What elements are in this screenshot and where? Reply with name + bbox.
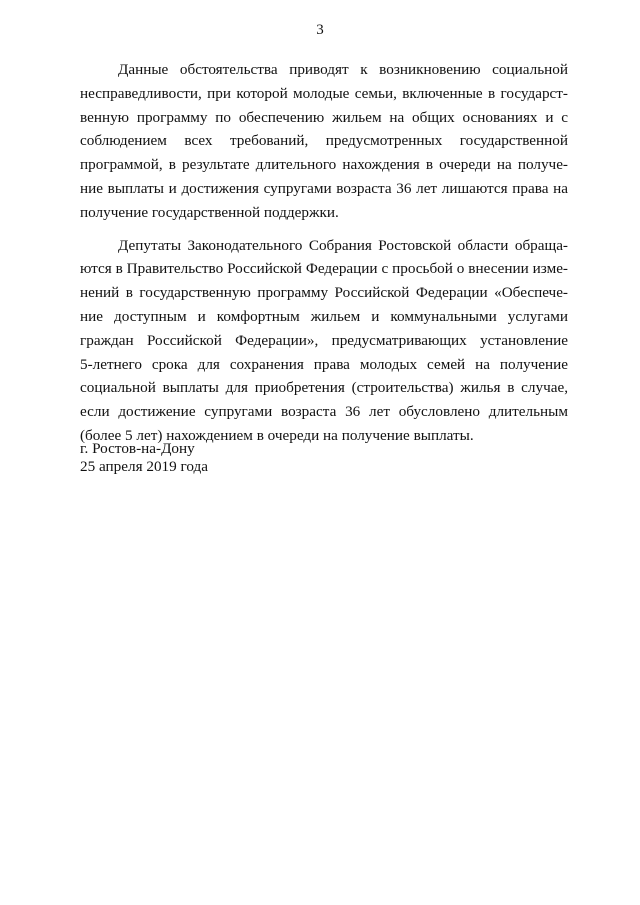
document-body [80, 58, 568, 448]
paragraph-1 [80, 58, 568, 225]
paragraph-line: если достижение супругами возраста 36 лет обусловлено длительным [80, 403, 568, 421]
paragraph-line: соблюдением всех требований, предусмотренных государственной [80, 132, 568, 150]
paragraph-line: несправедливости, при которой молодые семьи, включенные в государст- [80, 84, 568, 102]
paragraph-line: нений в государственную программу Российской Федерации «Обеспече- [80, 284, 568, 302]
paragraph-line: получение государственной поддержки. [80, 203, 339, 221]
signature-date: 25 апреля 2019 года [80, 458, 208, 475]
signature-place: г. Ростов-на-Дону [80, 440, 195, 457]
paragraph-line: ются в Правительство Российской Федерации с просьбой о внесении изме- [80, 260, 568, 278]
paragraph-line: (более 5 лет) нахождением в очереди на получение выплаты. [80, 426, 474, 444]
signature-block [80, 440, 208, 476]
paragraph-line: венную программу по обеспечению жильем на общих основаниях и с [80, 108, 568, 126]
paragraph-line: программой, в результате длительного нахождения в очереди на получе- [80, 156, 568, 174]
paragraph-line: Депутаты Законодательного Собрания Ростовской области обраща- [118, 236, 568, 254]
paragraph-2 [80, 234, 568, 448]
paragraph-line: граждан Российской Федерации», предусматривающих установление [80, 331, 568, 349]
paragraph-line: ние доступным и комфортным жильем и коммунальными услугами [80, 307, 568, 325]
paragraph-line: социальной выплаты для приобретения (строительства) жилья в случае, [80, 379, 568, 397]
page-number: 3 [316, 22, 324, 38]
paragraph-line: 5-летнего срока для сохранения права молодых семей на получение [80, 355, 568, 373]
paragraph-line: Данные обстоятельства приводят к возникновению социальной [118, 61, 568, 78]
paragraph-line: ние выплаты и достижения супругами возраста 36 лет лишаются права на [80, 179, 568, 197]
